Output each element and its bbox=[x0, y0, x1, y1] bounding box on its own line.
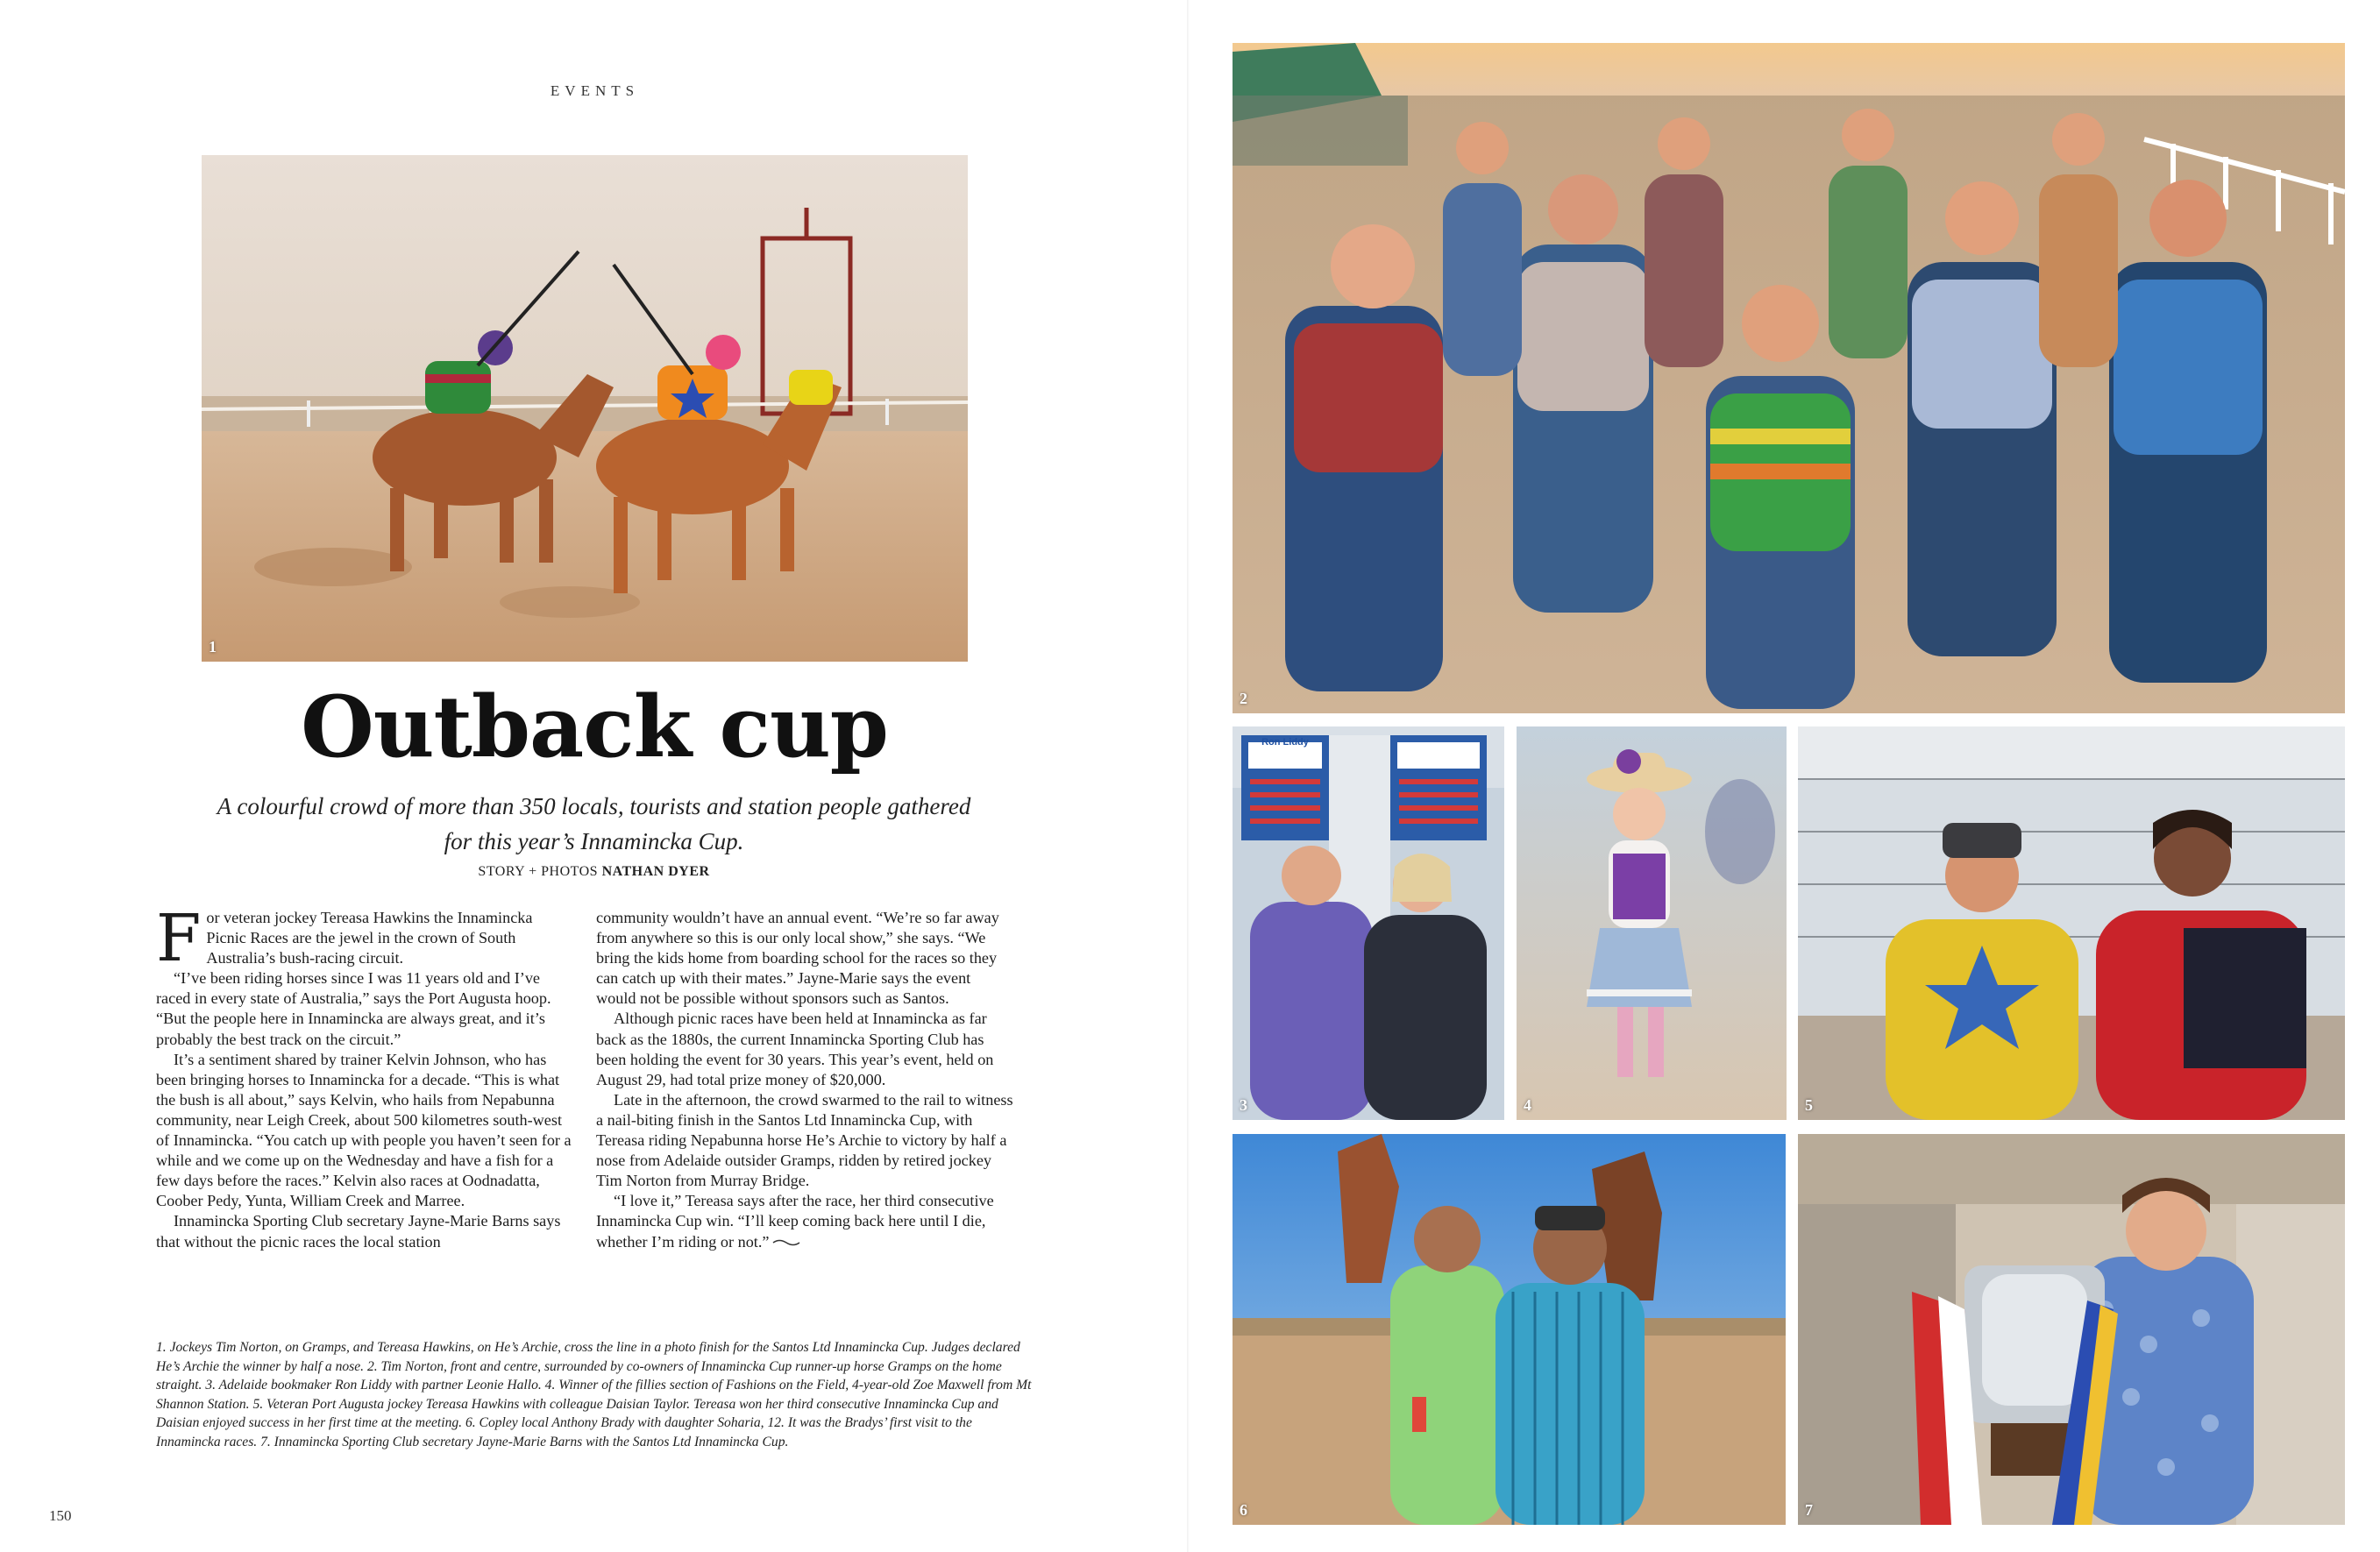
body-paragraph: Innamincka Sporting Club secretary Jayne-Marie Barns says that without the picnic races the local station bbox=[156, 1212, 561, 1251]
trophy-image bbox=[1798, 1134, 2345, 1525]
photo-horse-race bbox=[202, 155, 968, 662]
photo-father-daughter bbox=[1233, 1134, 1786, 1525]
jockeys-image bbox=[1798, 726, 2345, 1120]
photo-number: 3 bbox=[1240, 1096, 1247, 1114]
body-paragraph: Late in the afternoon, the crowd swarmed to the rail to witness a nail-biting finish in the Santos Ltd Innamincka Cup, with Tereasa riding Nepabunna horse He’s Archie to victory by half a nose from Adelaide outsider Gramps, ridden by retired jockey Tim Norton from Murray Bridge. bbox=[596, 1090, 1013, 1190]
photo-number: 1 bbox=[209, 638, 217, 656]
horse-race-image bbox=[202, 155, 968, 662]
bookmaker-sign: Ron Liddy bbox=[1261, 737, 1309, 748]
byline-prefix: STORY + PHOTOS bbox=[478, 864, 599, 879]
byline-author: NATHAN DYER bbox=[601, 864, 710, 879]
headline: Outback cup bbox=[301, 677, 888, 776]
crowd-image bbox=[1233, 43, 2345, 713]
right-page bbox=[1190, 0, 2380, 1552]
dropcap: F bbox=[156, 901, 202, 976]
photo-captions: 1. Jockeys Tim Norton, on Gramps, and Tereasa Hawkins, on He’s Archie, cross the line in a photo finish for the Santos Ltd Innamincka Cup. Judges declared He’s Archie the winner by half a nose. 2. Tim Norton, front and centre, surrounded by co-owners of Innamincka Cup runner-up horse Gramps on the home straight. 3. Adelaide bookmaker Ron Liddy with partner Leonie Hallo. 4. Winner of the fillies section of Fashions on the Field, 4-year-old Zoe Maxwell from Mt Shannon Station. 5. Veteran Port Augusta jockey Tereasa Hawkins with colleague Daisian Taylor. Tereasa won her third consecutive Innamincka Cup and Daisian enjoyed success in her first time at the meeting. 6. Copley local Anthony Brady with daughter Soharia, 12. It was the Bradys’ first visit to the Innamincka races. 7. Innamincka Sporting Club secretary Jayne-Marie Barns with the Santos Ltd Innamincka Cup. bbox=[156, 1340, 1032, 1449]
photo-number: 2 bbox=[1240, 690, 1247, 707]
body-column-1 bbox=[156, 901, 574, 1252]
photo-girl bbox=[1517, 726, 1787, 1120]
father-daughter-image bbox=[1233, 1134, 1786, 1525]
photo-couple bbox=[1233, 726, 1504, 1120]
couple-image bbox=[1233, 726, 1504, 1120]
photo-crowd bbox=[1233, 43, 2345, 713]
photo-jockeys bbox=[1798, 726, 2345, 1120]
section-label: EVENTS bbox=[550, 82, 640, 99]
photo-number: 7 bbox=[1805, 1501, 1813, 1519]
byline bbox=[289, 864, 899, 880]
standfirst: A colourful crowd of more than 350 locals, tourists and station people gathered for this year’s Innamincka Cup. bbox=[217, 793, 971, 854]
photo-number: 4 bbox=[1524, 1096, 1531, 1114]
body-column-2 bbox=[596, 908, 1014, 1252]
girl-image bbox=[1517, 726, 1787, 1120]
body-paragraph: community wouldn’t have an annual event. “We’re so far away from anywhere so this is our only local show,” she says. “We bring the kids home from boarding school for the races so they can catch up with their mates.” Jayne-Marie says the event would not be possible without sponsors such as Santos. bbox=[596, 909, 999, 1008]
end-mark-icon bbox=[772, 1238, 800, 1247]
photo-number: 5 bbox=[1805, 1096, 1813, 1114]
body-paragraph: “I’ve been riding horses since I was 11 years old and I’ve raced in every state of Australia,” says the Port Augusta hoop. “But the people here in Innamincka are always great, and it’s probably the best track on the circuit.” bbox=[156, 969, 551, 1048]
body-paragraph: For veteran jockey Tereasa Hawkins the Innamincka Picnic Races are the jewel in the crown of South Australia’s bush-racing circuit. bbox=[156, 901, 533, 976]
body-paragraph: Although picnic races have been held at Innamincka as far back as the 1880s, the current Innamincka Sporting Club has been holding the event for 30 years. This year’s event, held on August 29, had total prize money of $20,000. bbox=[596, 1010, 994, 1088]
page-number: 150 bbox=[49, 1507, 72, 1524]
photo-number: 6 bbox=[1240, 1501, 1247, 1519]
body-paragraph: “I love it,” Tereasa says after the race, her third consecutive Innamincka Cup win. “I’ll keep coming back here until I die, whether I’m riding or not.” bbox=[596, 1192, 994, 1251]
body-paragraph: It’s a sentiment shared by trainer Kelvin Johnson, who has been bringing horses to Innamincka for a decade. “This is what the bush is all about,” says Kelvin, who hails from Nepabunna community, near Leigh Creek, about 500 kilometres south-west of Innamincka. “You catch up with people you haven’t seen for a while and we come up on the Wednesday and have a fish for a few days before the races.” Kelvin also races at Oodnadatta, Coober Pedy, Yunta, William Creek and Marree. bbox=[156, 1050, 572, 1210]
photo-trophy bbox=[1798, 1134, 2345, 1525]
